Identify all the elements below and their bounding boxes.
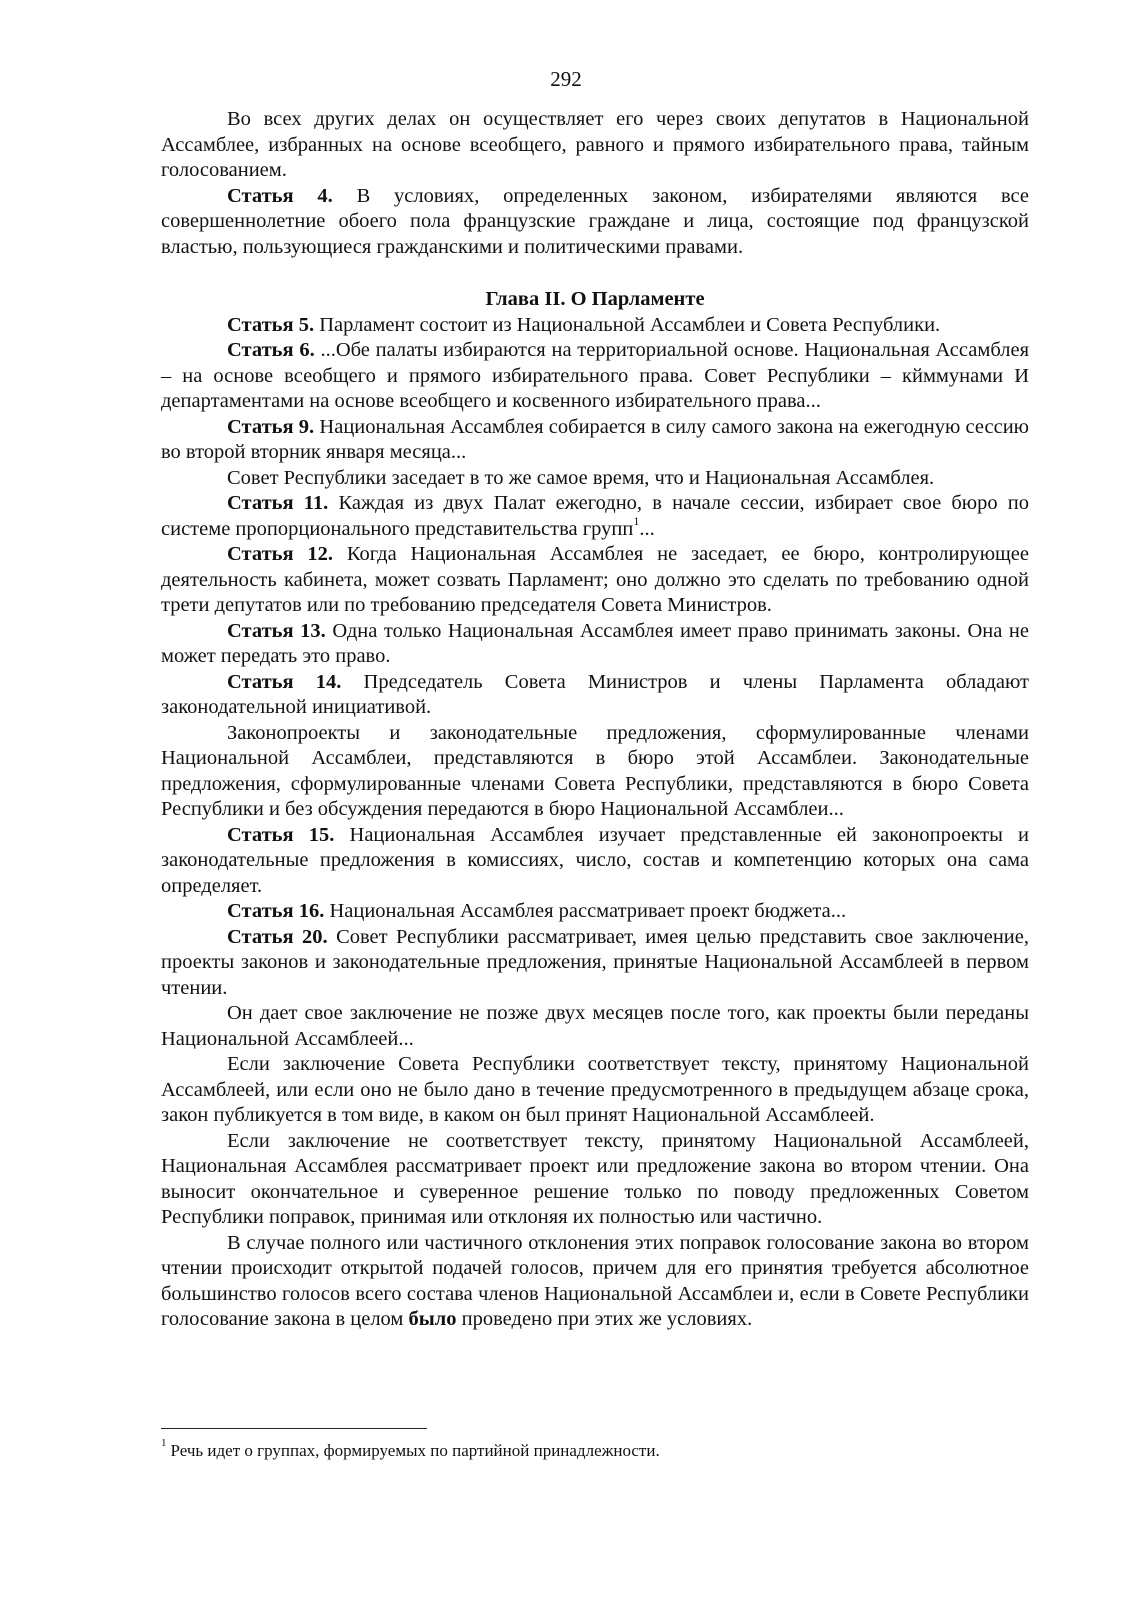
paragraph-text: Во всех других делах он осуществляет его через своих депутатов в Национальной Ассамблее, избранных на основе всеобщего, равного и прямого избирательного права, тайным голосованием. <box>161 108 1029 181</box>
article-4 <box>161 184 1029 261</box>
article-15 <box>161 823 1029 900</box>
paragraph-text: Когда Национальная Ассамблея не заседает, ее бюро, контролирующее деятельность кабинета, может созвать Парламент; оно должно это сделать по требованию одной трети депутатов или по требованию председателя Совета Министров. <box>161 543 1029 616</box>
paragraph-text: Если заключение не соответствует тексту, принятому Национальной Ассамблеей, Национальная Ассамблея рассматривает проект или предложение закона во втором чтении. Она выносит окончательное и суверенное решение только по поводу предложенных Советом Республики поправок, принимая или отклоняя их полностью или частично. <box>161 1129 1029 1228</box>
article-label: Статья 16. <box>227 900 325 922</box>
paragraph-text: В случае полного или частичного отклонения этих поправок голосование закона во втором чтении происходит открытой подачей голосов, причем для его принятия требуется абсолютное большинство голосов всего состава членов Национальной Ассамблеи и, если в Совете Республики голосование закона в целом <box>161 1231 1029 1330</box>
article-label: Статья 11. <box>227 492 329 514</box>
chapter-heading: Глава II. О Парламенте <box>485 288 705 310</box>
footnote-number: 1 <box>161 1437 167 1450</box>
paragraph <box>161 1001 1029 1052</box>
paragraph-text: Совет Республики заседает в то же самое время, что и Национальная Ассамблея. <box>227 466 935 489</box>
paragraph-text: Если заключение Совета Республики соответствует тексту, принятому Национальной Ассамблеей, или если оно не было дано в течение предусмотренного в предыдущем абзаце срока, закон публикуется в том виде, в каком он был принят Национальной Ассамблеей. <box>161 1053 1029 1126</box>
page-number: 292 <box>550 67 582 91</box>
footnote-text: Речь идет о группах, формируемых по партийной принадлежности. <box>170 1441 660 1460</box>
paragraph-text-tail: ... <box>639 517 655 540</box>
document-body <box>161 107 1029 1333</box>
article-label: Статья 9. <box>227 415 315 438</box>
article-14 <box>161 670 1029 721</box>
article-label: Статья 4. <box>227 184 333 207</box>
paragraph-text: Парламент состоит из Национальной Ассамблеи и Совета Республики. <box>314 313 941 336</box>
paragraph <box>161 1052 1029 1129</box>
article-label: Статья 20. <box>227 925 328 948</box>
paragraph-text: Председатель Совета Министров и члены Парламента обладают законодательной инициативой. <box>161 670 1030 718</box>
paragraph <box>161 107 1029 184</box>
article-5 <box>161 313 1029 339</box>
paragraph-text: В условиях, определенных законом, избирателями являются все совершеннолетние обоего пола французские граждане и лица, состоящие под французской властью, пользующиеся гражданскими и политическими правами. <box>161 184 1030 258</box>
article-20 <box>161 925 1029 1002</box>
bold-word: было <box>408 1308 457 1330</box>
paragraph-text: Законопроекты и законодательные предложения, сформулированные членами Национальной Ассамблеи, представляются в бюро этой Ассамблеи. Законодательные предложения, сформулированные членами Совета Республики, представляются в бюро Совета Республики и без обсуждения передаются в бюро Национальной Ассамблеи... <box>161 721 1029 820</box>
footnote <box>161 1437 1029 1462</box>
article-label: Статья 5. <box>227 313 315 336</box>
paragraph-text-tail: проведено при этих же условиях. <box>456 1308 753 1330</box>
article-label: Статья 6. <box>227 339 315 361</box>
article-label: Статья 13. <box>227 619 326 642</box>
paragraph <box>161 466 1029 492</box>
paragraph-text: Национальная Ассамблея собирается в силу самого закона на ежегодную сессию во второй вторник января месяца... <box>161 415 1029 463</box>
article-label: Статья 14. <box>227 670 342 693</box>
paragraph-text: Совет Республики рассматривает, имея целью представить свое заключение, проекты законов и законодательные предложения, принятые Национальной Ассамблеей в первом чтении. <box>161 925 1030 999</box>
paragraph-text: Национальная Ассамблея изучает представленные ей законопроекты и законодательные предложения в комиссиях, число, состав и компетенцию которых она сама определяет. <box>161 823 1029 897</box>
article-13 <box>161 619 1029 670</box>
article-6 <box>161 338 1029 415</box>
paragraph-text: Каждая из двух Палат ежегодно, в начале сессии, избирает свое бюро по системе пропорционального представительства групп <box>161 492 1030 540</box>
footnote-reference[interactable]: 1 <box>633 513 640 528</box>
footnote-separator <box>161 1428 427 1429</box>
paragraph <box>161 721 1029 823</box>
article-9 <box>161 415 1029 466</box>
paragraph <box>161 1231 1029 1333</box>
article-11 <box>161 491 1029 542</box>
paragraph-text: Национальная Ассамблея рассматривает проект бюджета... <box>324 900 847 922</box>
article-label: Статья 12. <box>227 543 334 565</box>
article-label: Статья 15. <box>227 823 335 846</box>
paragraph-text: Он дает свое заключение не позже двух месяцев после того, как проекты были переданы Национальной Ассамблеей... <box>161 1002 1029 1050</box>
paragraph <box>161 1129 1029 1231</box>
article-16 <box>161 899 1029 925</box>
paragraph-text: ...Обе палаты избираются на территориальной основе. Национальная Ассамблея – на основе всеобщего и прямого избирательного права. Совет Республики – кйммунами И департаментами на основе всеобщего и косвенного избирательного права... <box>161 339 1030 412</box>
paragraph-text: Одна только Национальная Ассамблея имеет право принимать законы. Она не может передать это право. <box>161 619 1029 667</box>
article-12 <box>161 542 1029 619</box>
